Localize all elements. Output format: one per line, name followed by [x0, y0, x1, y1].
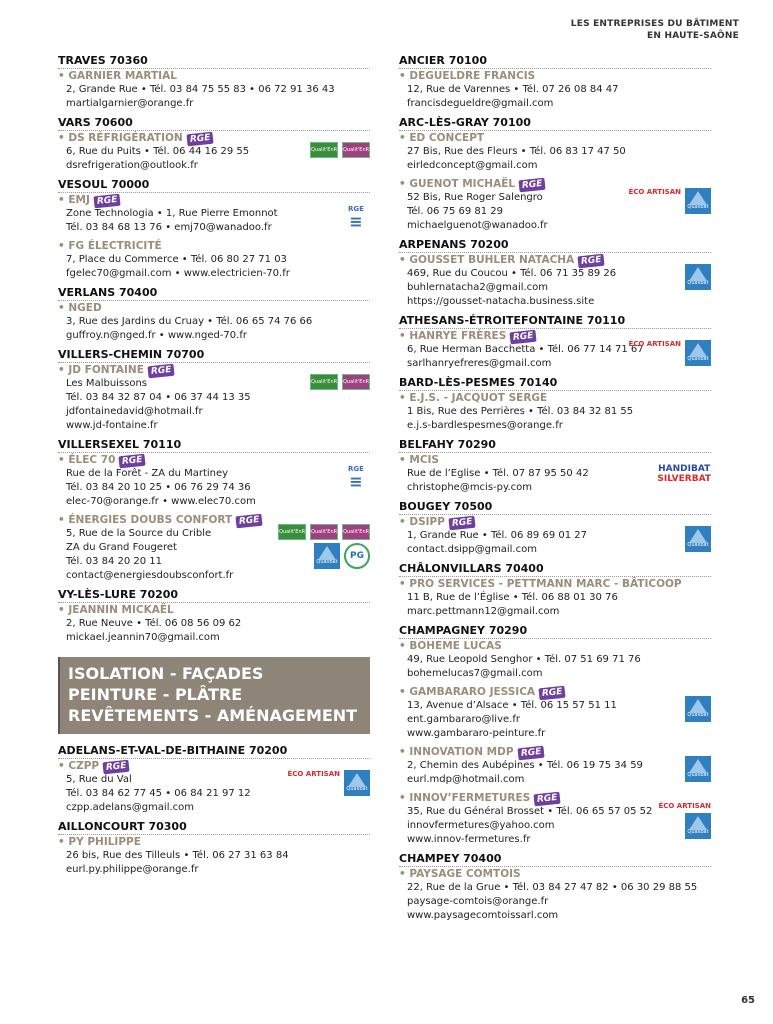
qualit-enr-badge: Qualit'EnR — [310, 374, 338, 390]
company-detail-line: 26 bis, Rue des Tilleuls • Tél. 06 27 31 63 84 — [66, 850, 289, 861]
rge-label: RGE — [538, 686, 566, 701]
town-section — [399, 438, 711, 495]
company-name: ÉLEC 70 — [68, 454, 116, 466]
bullet-mark: • — [399, 640, 406, 652]
bullet-mark: • — [399, 178, 406, 190]
bullet-mark: • — [399, 392, 406, 404]
bullet-mark: • — [399, 746, 406, 758]
company-detail-line: buhlernatacha2@gmail.com — [407, 282, 549, 293]
rge-label: RGE — [147, 364, 175, 379]
town-heading: ARPENANS 70200 — [399, 238, 711, 253]
company-name: INNOVATION MDP — [409, 746, 514, 758]
bullet-mark: • — [399, 686, 406, 698]
qualit-enr-badge: Qualit'EnR — [342, 374, 370, 390]
eco-artisan-badge: ÉCO ARTISAN — [658, 802, 711, 810]
company-name: BOHEME LUCAS — [409, 640, 502, 652]
company-detail-line: contact@energiesdoubsconfort.fr — [66, 570, 234, 581]
company-entry — [399, 868, 711, 923]
company-name-row — [399, 686, 711, 699]
town-heading: ANCIER 70100 — [399, 54, 711, 69]
left-column — [58, 54, 370, 882]
company-detail-line: 5, Rue de la Source du Crible — [66, 528, 212, 539]
certification-badges — [685, 756, 711, 782]
bullet-mark: • — [399, 454, 406, 466]
company-name-row — [58, 454, 370, 467]
company-entry — [399, 254, 711, 309]
town-heading: TRAVES 70360 — [58, 54, 370, 69]
bullet-mark: • — [58, 836, 65, 848]
certification-badges — [342, 464, 370, 492]
town-heading: VARS 70600 — [58, 116, 370, 131]
banner-line2: PEINTURE - PLÂTRE — [68, 685, 243, 704]
qualit-enr-badge: Qualit'EnR — [342, 142, 370, 158]
company-name-row — [58, 836, 370, 849]
company-name: CZPP — [68, 760, 100, 772]
company-name-row — [399, 132, 711, 145]
company-entry — [399, 686, 711, 741]
company-detail-line: Tél. 03 84 20 20 11 — [66, 556, 163, 567]
company-detail-line: czpp.adelans@gmail.com — [66, 802, 195, 813]
company-name-row — [399, 640, 711, 653]
company-name-row — [58, 240, 370, 253]
town-section — [399, 562, 711, 619]
handibat-label: HANDIBAT — [658, 464, 711, 474]
certification-badges — [629, 340, 712, 366]
company-entry — [58, 836, 370, 877]
company-name: DSIPP — [409, 516, 445, 528]
bullet-mark: • — [58, 194, 65, 206]
company-name: EMJ — [68, 194, 90, 206]
company-entry — [399, 578, 711, 619]
company-name-row — [58, 194, 370, 207]
company-detail-line: paysage-comtois@orange.fr — [407, 896, 549, 907]
company-name: PAYSAGE COMTOIS — [409, 868, 521, 880]
qualit-enr-badge: Qualit'EnR — [310, 524, 338, 540]
header-line-1: LES ENTREPRISES DU BÂTIMENT — [570, 19, 739, 29]
town-section — [399, 852, 711, 923]
town-heading: VILLERS-CHEMIN 70700 — [58, 348, 370, 363]
company-detail-line: bohemelucas7@gmail.com — [407, 668, 543, 679]
eco-artisan-badge: ÉCO ARTISAN — [287, 770, 340, 778]
company-detail-line: christophe@mcis-py.com — [407, 482, 533, 493]
town-heading: AILLONCOURT 70300 — [58, 820, 370, 835]
company-detail-line: www.paysagecomtoissarl.com — [407, 910, 559, 921]
company-entry — [58, 240, 370, 281]
company-detail-line: michaelguenot@wanadoo.fr — [407, 220, 548, 231]
town-heading: CHÂLONVILLARS 70400 — [399, 562, 711, 577]
rge-qualifelec-badge — [342, 204, 370, 232]
town-section — [399, 116, 711, 233]
town-heading: BOUGEY 70500 — [399, 500, 711, 515]
company-name: DEGUELDRE FRANCIS — [409, 70, 536, 82]
company-name-row — [399, 392, 711, 405]
town-section — [58, 178, 370, 281]
company-entry — [399, 640, 711, 681]
town-section — [58, 348, 370, 433]
company-detail-line: eirledconcept@gmail.com — [407, 160, 538, 171]
company-detail-line: 5, Rue du Val — [66, 774, 132, 785]
town-heading: CHAMPAGNEY 70290 — [399, 624, 711, 639]
company-detail-line: 49, Rue Leopold Senghor • Tél. 07 51 69 71 76 — [407, 654, 641, 665]
rge-badge-label: RGE — [348, 205, 364, 213]
company-detail-line: 52 Bis, Rue Roger Salengro — [407, 192, 543, 203]
rge-label: RGE — [103, 760, 131, 775]
bullet-mark: • — [58, 760, 65, 772]
bullet-mark: • — [58, 302, 65, 314]
town-section — [399, 54, 711, 111]
town-section — [399, 314, 711, 371]
qualit-enr-badge: Qualit'EnR — [342, 524, 370, 540]
town-section — [58, 116, 370, 173]
badge-row — [278, 524, 370, 540]
company-detail-line: 27 Bis, Rue des Fleurs • Tél. 06 83 17 47 50 — [407, 146, 626, 157]
company-detail-line: francisdegueldre@gmail.com — [407, 98, 554, 109]
town-heading: VERLANS 70400 — [58, 286, 370, 301]
company-name-row — [399, 868, 711, 881]
rge-label: RGE — [534, 792, 562, 807]
certification-badges — [657, 464, 711, 484]
company-detail-line: 469, Rue du Coucou • Tél. 06 71 35 89 26 — [407, 268, 617, 279]
company-detail-line: eurl.py.philippe@orange.fr — [66, 864, 199, 875]
company-name: NGED — [68, 302, 102, 314]
company-detail-line: 2, Grande Rue • Tél. 03 84 75 55 83 • 06 72 91 36 43 — [66, 84, 335, 95]
certification-badges — [310, 142, 370, 158]
qualibat-badge: Qualibat — [685, 188, 711, 214]
company-detail-line: fgelec70@gmail.com • www.electricien-70.fr — [66, 268, 290, 279]
company-detail-line: www.jd-fontaine.fr — [66, 420, 158, 431]
qualifelec-icon: ≡ — [349, 212, 363, 231]
qualibat-badge: Qualibat — [685, 813, 711, 839]
town-section — [58, 744, 370, 815]
company-detail-line: 13, Avenue d’Alsace • Tél. 06 15 57 51 11 — [407, 700, 617, 711]
company-detail-line: ZA du Grand Fougeret — [66, 542, 177, 553]
qualibat-badge: Qualibat — [685, 340, 711, 366]
company-detail-line: 3, Rue des Jardins du Cruay • Tél. 06 65 74 76 66 — [66, 316, 313, 327]
company-entry — [399, 392, 711, 433]
company-entry — [399, 516, 711, 557]
bullet-mark: • — [58, 132, 65, 144]
company-entry — [399, 132, 711, 173]
company-detail-line: elec-70@orange.fr • www.elec70.com — [66, 496, 256, 507]
rge-label: RGE — [186, 132, 214, 147]
company-detail-line: 1 Bis, Rue des Perrières • Tél. 03 84 32 81 55 — [407, 406, 634, 417]
bullet-mark: • — [58, 364, 65, 376]
certification-badges — [685, 696, 711, 722]
header-line-2: EN HAUTE-SAÔNE — [647, 31, 739, 41]
town-section — [399, 238, 711, 309]
company-name: PY PHILIPPE — [68, 836, 141, 848]
certification-badges — [310, 374, 370, 390]
rge-label: RGE — [578, 254, 606, 269]
company-entry — [58, 604, 370, 645]
town-section — [58, 54, 370, 111]
company-name: GUENOT MICHAËL — [409, 178, 516, 190]
bullet-mark: • — [399, 578, 406, 590]
page-number: 65 — [741, 995, 755, 1006]
company-detail-line: contact.dsipp@gmail.com — [407, 544, 537, 555]
bullet-mark: • — [58, 454, 65, 466]
company-entry — [58, 454, 370, 509]
company-name: INNOV’FERMETURES — [409, 792, 531, 804]
company-entry — [58, 760, 370, 815]
company-detail-line: 35, Rue du Général Brosset • Tél. 06 65 57 05 52 — [407, 806, 653, 817]
company-detail-line: Tél. 03 84 62 77 45 • 06 84 21 97 12 — [66, 788, 251, 799]
company-detail-line: Tél. 03 84 68 13 76 • emj70@wanadoo.fr — [66, 222, 272, 233]
bullet-mark: • — [399, 792, 406, 804]
company-detail-line: eurl.mdp@hotmail.com — [407, 774, 525, 785]
certification-badges — [278, 524, 370, 569]
town-section — [58, 820, 370, 877]
bullet-mark: • — [399, 516, 406, 528]
company-detail-line: 2, Chemin des Aubépines • Tél. 06 19 75 34 59 — [407, 760, 643, 771]
bullet-mark: • — [58, 514, 65, 526]
company-name-row — [58, 302, 370, 315]
rge-label: RGE — [236, 514, 264, 529]
company-entry — [58, 364, 370, 433]
company-name: MCIS — [409, 454, 439, 466]
company-name: ED CONCEPT — [409, 132, 485, 144]
company-entry — [399, 178, 711, 233]
rge-label: RGE — [93, 194, 121, 209]
qualibat-badge: Qualibat — [344, 770, 370, 796]
page-header — [571, 18, 739, 42]
certification-badges — [288, 770, 371, 796]
town-heading: BELFAHY 70290 — [399, 438, 711, 453]
bullet-mark: • — [399, 330, 406, 342]
company-name: DS RÉFRIGÉRATION — [68, 132, 183, 144]
town-section — [399, 500, 711, 557]
town-section — [58, 588, 370, 645]
qualifelec-icon: ≡ — [349, 472, 363, 491]
company-detail-line: Zone Technologia • 1, Rue Pierre Emonnot — [66, 208, 278, 219]
company-name: JEANNIN MICKAËL — [68, 604, 174, 616]
company-detail-line: 1, Grande Rue • Tél. 06 89 69 01 27 — [407, 530, 588, 541]
company-detail-line: guffroy.n@nged.fr • www.nged-70.fr — [66, 330, 247, 341]
company-detail-line: Tél. 03 84 32 87 04 • 06 37 44 13 35 — [66, 392, 251, 403]
company-detail-line: jdfontainedavid@hotmail.fr — [66, 406, 203, 417]
company-detail-line: 7, Place du Commerce • Tél. 06 80 27 71 03 — [66, 254, 287, 265]
company-name-row — [399, 254, 711, 267]
company-detail-line: 6, Rue Herman Bacchetta • Tél. 06 77 14 71 67 — [407, 344, 644, 355]
company-entry — [58, 302, 370, 343]
company-name-row — [399, 746, 711, 759]
bullet-mark: • — [58, 70, 65, 82]
badge-row — [288, 770, 371, 796]
eco-artisan-badge: ÉCO ARTISAN — [628, 340, 681, 348]
bullet-mark: • — [58, 604, 65, 616]
handibat-badge — [657, 464, 711, 484]
company-name: ÉNERGIES DOUBS CONFORT — [68, 514, 233, 526]
qualit-enr-badge: Qualit'EnR — [278, 524, 306, 540]
company-detail-line: Tél. 03 84 20 10 25 • 06 76 29 74 36 — [66, 482, 251, 493]
town-heading: VY-LÈS-LURE 70200 — [58, 588, 370, 603]
company-entry — [399, 792, 711, 847]
company-entry — [58, 70, 370, 111]
rge-label: RGE — [448, 516, 476, 531]
company-detail-line: dsrefrigeration@outlook.fr — [66, 160, 198, 171]
town-heading: ADELANS-ET-VAL-DE-BITHAINE 70200 — [58, 744, 370, 759]
qualibat-badge: Qualibat — [685, 526, 711, 552]
eco-artisan-badge: ÉCO ARTISAN — [628, 188, 681, 196]
rge-badge-label: RGE — [348, 465, 364, 473]
town-heading: CHAMPEY 70400 — [399, 852, 711, 867]
bullet-mark: • — [58, 240, 65, 252]
company-name: PRO SERVICES - PETTMANN MARC - BÂTICOOP — [409, 578, 682, 590]
rge-label: RGE — [510, 330, 538, 345]
company-detail-line: Rue de l’Eglise • Tél. 07 87 95 50 42 — [407, 468, 589, 479]
company-detail-line: https://gousset-natacha.business.site — [407, 296, 595, 307]
badge-row — [314, 543, 370, 569]
company-entry — [58, 194, 370, 235]
town-section — [58, 438, 370, 583]
company-name: GOUSSET BUHLER NATACHA — [409, 254, 575, 266]
company-detail-line: innovfermetures@yahoo.com — [407, 820, 555, 831]
bullet-mark: • — [399, 254, 406, 266]
company-name-row — [58, 70, 370, 83]
rge-label: RGE — [519, 178, 547, 193]
qualibat-badge: Qualibat — [685, 264, 711, 290]
certification-badges — [342, 204, 370, 232]
badge-row — [629, 340, 712, 366]
company-name: GARNIER MARTIAL — [68, 70, 177, 82]
company-detail-line: Les Malbuissons — [66, 378, 148, 389]
company-detail-line: www.gambararo-peinture.fr — [407, 728, 546, 739]
company-name: HANRYE FRÈRES — [409, 330, 507, 342]
badge-row — [310, 142, 370, 158]
company-name-row — [399, 70, 711, 83]
company-name: JD FONTAINE — [68, 364, 144, 376]
company-detail-line: e.j.s-bardlespesmes@orange.fr — [407, 420, 563, 431]
company-detail-line: marc.pettmann12@gmail.com — [407, 606, 560, 617]
town-section — [399, 624, 711, 847]
company-entry — [399, 330, 711, 371]
badge-row — [629, 188, 712, 214]
company-detail-line: 12, Rue de Varennes • Tél. 07 26 08 84 47 — [407, 84, 619, 95]
qualibat-badge: Qualibat — [685, 696, 711, 722]
rge-label: RGE — [517, 746, 545, 761]
company-detail-line: martialgarnier@orange.fr — [66, 98, 194, 109]
rge-qualifelec-badge — [342, 464, 370, 492]
town-section — [399, 376, 711, 433]
company-entry — [399, 746, 711, 787]
town-heading: VESOUL 70000 — [58, 178, 370, 193]
town-heading: VILLERSEXEL 70110 — [58, 438, 370, 453]
company-detail-line: Tél. 06 75 69 81 29 — [407, 206, 504, 217]
banner-line3: REVÊTEMENTS - AMÉNAGEMENT — [68, 706, 358, 725]
certification-badges — [685, 264, 711, 290]
badge-row — [310, 374, 370, 390]
qualit-enr-badge: Qualit'EnR — [310, 142, 338, 158]
company-detail-line: www.innov-fermetures.fr — [407, 834, 531, 845]
right-column — [399, 54, 711, 928]
company-name-row — [399, 578, 711, 591]
qualibat-badge: Qualibat — [685, 756, 711, 782]
bullet-mark: • — [399, 132, 406, 144]
bullet-mark: • — [399, 868, 406, 880]
company-detail-line: 22, Rue de la Grue • Tél. 03 84 27 47 82 • 06 30 29 88 55 — [407, 882, 698, 893]
company-name-row — [58, 604, 370, 617]
company-name: E.J.S. - JACQUOT SERGE — [409, 392, 548, 404]
certification-badges — [685, 526, 711, 552]
town-section — [58, 286, 370, 343]
company-detail-line: 11 B, Rue de l’Église • Tél. 06 88 01 30 76 — [407, 592, 618, 603]
certification-badges — [629, 188, 712, 214]
rge-label: RGE — [119, 454, 147, 469]
section-banner — [58, 657, 370, 734]
pg-badge: PG — [344, 543, 370, 569]
company-entry — [58, 514, 370, 583]
town-heading: BARD-LÈS-PESMES 70140 — [399, 376, 711, 391]
bullet-mark: • — [399, 70, 406, 82]
company-entry — [399, 454, 711, 495]
town-heading: ARC-LÈS-GRAY 70100 — [399, 116, 711, 131]
town-heading: ATHESANS-ÉTROITEFONTAINE 70110 — [399, 314, 711, 329]
company-detail-line: mickael.jeannin70@gmail.com — [66, 632, 220, 643]
company-name-row — [399, 516, 711, 529]
company-detail-line: sarlhanryefreres@gmail.com — [407, 358, 552, 369]
company-entry — [399, 70, 711, 111]
certification-badges — [659, 802, 712, 839]
company-detail-line: ent.gambararo@live.fr — [407, 714, 520, 725]
qualibat-badge: Qualibat — [314, 543, 340, 569]
company-name: GAMBARARO JESSICA — [409, 686, 536, 698]
company-detail-line: 2, Rue Neuve • Tél. 06 08 56 09 62 — [66, 618, 242, 629]
banner-line1: ISOLATION - FAÇADES — [68, 664, 264, 683]
silverbat-label: SILVERBAT — [657, 474, 711, 484]
company-name: FG ÉLECTRICITÉ — [68, 240, 162, 252]
company-detail-line: 6, Rue du Puits • Tél. 06 44 16 29 55 — [66, 146, 250, 157]
company-detail-line: Rue de la Forêt - ZA du Martiney — [66, 468, 229, 479]
company-entry — [58, 132, 370, 173]
